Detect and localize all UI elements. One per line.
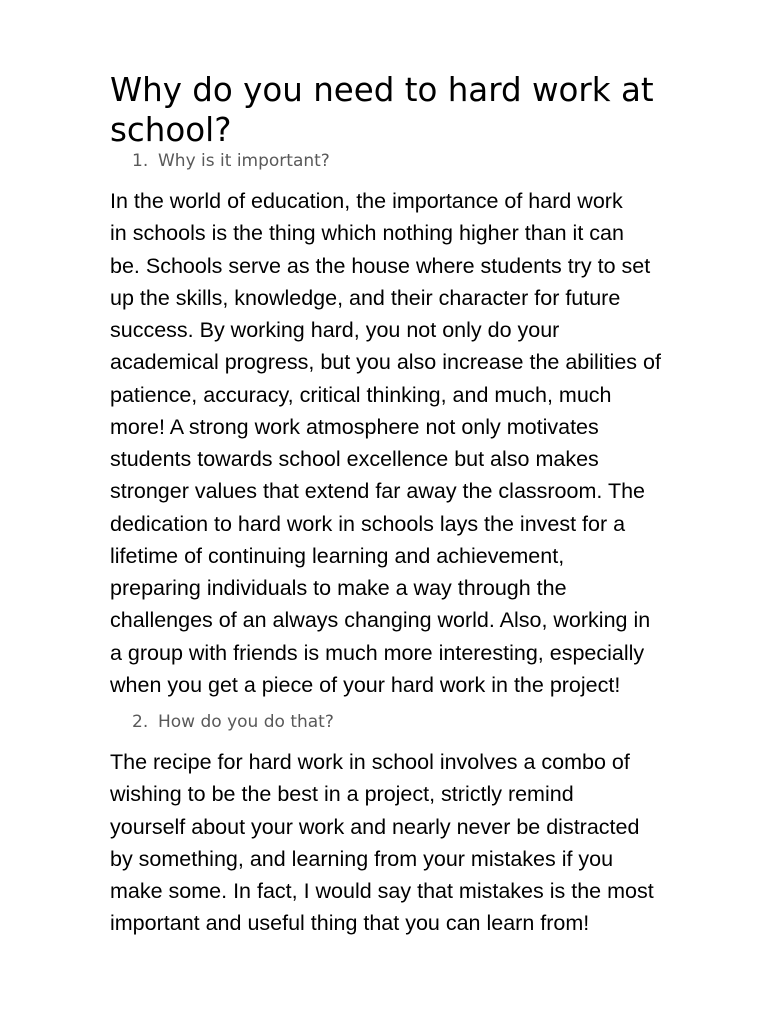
section-heading-text: How do you do that? xyxy=(158,712,334,732)
section-paragraph-2: The recipe for hard work in school involves a combo of wishing to be the best in a project, strictly remind yourself about your work and nearly never be distracted by something, and learning from your mistakes if you make some. In fact, I would say that mistakes is the most important and useful thing that you can learn from! xyxy=(110,750,654,936)
section-paragraph-1: In the world of education, the importance of hard work in schools is the thing which nothing higher than it can be. Schools serve as the house where students try to set up the skills, knowledge, and their character for future success. By working hard, you not only do your academical progress, but you also increase the abilities of patience, accuracy, critical thinking, and much, much more! A strong work atmosphere not only motivates students towards school excellence but also makes stronger values that extend far away the classroom. The dedication to hard work in schools lays the invest for a lifetime of continuing learning and achievement, preparing individuals to make a way through the challenges of an always changing world. Also, working in a group with friends is much more interesting, especially when you get a piece of your hard work in the project! xyxy=(110,189,661,697)
list-number: 1. xyxy=(132,151,149,171)
document-title: Why do you need to hard work at school? xyxy=(110,71,654,149)
section-heading-2 xyxy=(132,711,334,733)
list-number: 2. xyxy=(132,712,149,732)
section-heading-1 xyxy=(132,150,330,172)
section-heading-text: Why is it important? xyxy=(158,151,330,171)
